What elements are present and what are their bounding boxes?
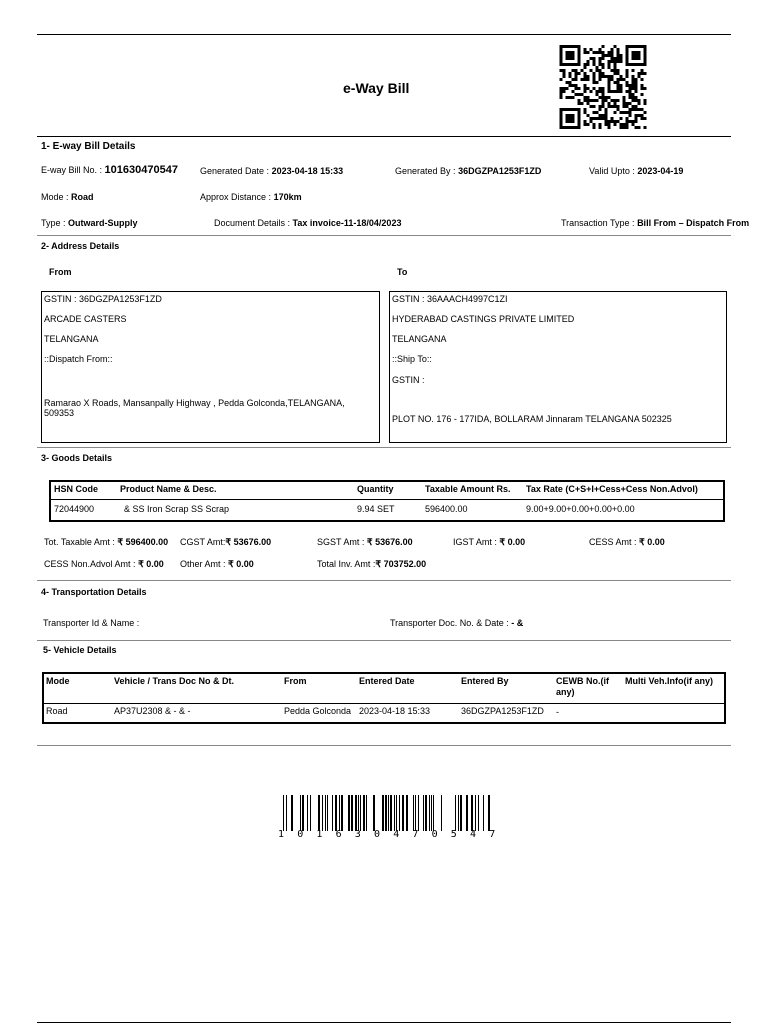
mode-value: Road bbox=[71, 192, 94, 202]
section-divider bbox=[37, 235, 731, 236]
barcode-digit: 4 bbox=[470, 829, 477, 840]
goods-header-taxrate: Tax Rate (C+S+I+Cess+Cess Non.Advol) bbox=[526, 484, 698, 494]
transaction-type-label: Transaction Type : bbox=[561, 218, 635, 228]
goods-cell-taxable: 596400.00 bbox=[425, 504, 468, 514]
goods-cell-product: & SS Iron Scrap SS Scrap bbox=[124, 504, 230, 514]
generated-date: 2023-04-18 15:33 bbox=[271, 166, 344, 176]
from-address-box bbox=[41, 291, 380, 443]
barcode-digit: 5 bbox=[450, 829, 457, 840]
goods-table bbox=[49, 480, 725, 522]
cess-nonadvol-label: CESS Non.Advol Amt : bbox=[44, 559, 136, 569]
barcode-digit: 0 bbox=[431, 829, 438, 840]
barcode-digit: 7 bbox=[412, 829, 419, 840]
barcode bbox=[277, 795, 491, 831]
vehicle-table-divider bbox=[44, 703, 724, 704]
qr-code bbox=[559, 45, 647, 129]
section-title-vehicle: 5- Vehicle Details bbox=[43, 645, 117, 655]
ewb-number-field bbox=[41, 164, 178, 176]
vehicle-header-multi: Multi Veh.Info(if any) bbox=[625, 676, 713, 686]
goods-header-product: Product Name & Desc. bbox=[120, 484, 217, 494]
vehicle-header-cewb: CEWB No.(if bbox=[556, 676, 609, 686]
vehicle-header-cewb-cont: any) bbox=[556, 687, 575, 697]
to-state: TELANGANA bbox=[392, 334, 447, 344]
to-gstin: GSTIN : 36AAACH4997C1ZI bbox=[392, 294, 508, 304]
transporter-id-label: Transporter Id & Name : bbox=[43, 618, 140, 628]
igst-value: ₹ 0.00 bbox=[499, 537, 526, 547]
type-label: Type : bbox=[41, 218, 66, 228]
generated-date-field bbox=[200, 166, 343, 176]
section-title-goods: 3- Goods Details bbox=[41, 453, 113, 463]
goods-header-hsn: HSN Code bbox=[54, 484, 99, 494]
generated-by-field bbox=[395, 166, 541, 176]
vehicle-cell-entered-by: 36DGZPA1253F1ZD bbox=[461, 706, 544, 716]
type-field bbox=[41, 218, 138, 228]
cgst-label: CGST Amt: bbox=[180, 537, 226, 547]
distance-field bbox=[200, 192, 302, 202]
ewb-number-label: E-way Bill No. : bbox=[41, 165, 103, 175]
other-amount-label: Other Amt : bbox=[180, 559, 226, 569]
barcode-digit: 0 bbox=[374, 829, 381, 840]
vehicle-cell-vehicle: AP37U2308 & - & - bbox=[114, 706, 191, 716]
total-invoice-field bbox=[317, 559, 426, 570]
transaction-type-field bbox=[561, 218, 749, 228]
to-gstin-secondary: GSTIN : bbox=[392, 375, 425, 385]
igst-label: IGST Amt : bbox=[453, 537, 497, 547]
section-divider bbox=[37, 745, 731, 746]
cess-nonadvol-value: ₹ 0.00 bbox=[138, 559, 164, 569]
barcode-digit: 6 bbox=[335, 829, 342, 840]
vehicle-table bbox=[42, 672, 726, 724]
generated-by-label: Generated By : bbox=[395, 166, 456, 176]
from-address-line1: Ramarao X Roads, Mansanpally Highway , Pedda Golconda,TELANGANA, bbox=[44, 398, 345, 408]
ewb-number: 101630470547 bbox=[104, 164, 178, 176]
transporter-doc-label: Transporter Doc. No. & Date : bbox=[390, 618, 509, 628]
goods-cell-hsn: 72044900 bbox=[54, 504, 95, 514]
goods-cell-quantity: 9.94 SET bbox=[357, 504, 395, 514]
from-gstin: GSTIN : 36DGZPA1253F1ZD bbox=[44, 294, 162, 304]
cess-field bbox=[589, 537, 665, 548]
total-invoice-label: Total Inv. Amt : bbox=[317, 559, 376, 569]
vehicle-cell-entered-date: 2023-04-18 15:33 bbox=[359, 706, 431, 716]
section-divider bbox=[37, 580, 731, 581]
barcode-digit: 7 bbox=[489, 829, 496, 840]
document-details-field bbox=[214, 218, 401, 228]
section-title-transportation: 4- Transportation Details bbox=[41, 587, 147, 597]
vehicle-header-from: From bbox=[284, 676, 307, 686]
valid-upto: 2023-04-19 bbox=[637, 166, 684, 176]
cess-label: CESS Amt : bbox=[589, 537, 637, 547]
goods-table-divider bbox=[51, 499, 723, 500]
mode-field bbox=[41, 192, 94, 202]
total-taxable-field bbox=[44, 537, 168, 548]
top-rule bbox=[37, 34, 731, 35]
distance-label: Approx Distance : bbox=[200, 192, 272, 202]
distance-value: 170km bbox=[273, 192, 302, 202]
barcode-digit: 1 bbox=[278, 829, 285, 840]
from-name: ARCADE CASTERS bbox=[44, 314, 127, 324]
transporter-doc-field bbox=[390, 618, 523, 628]
other-amount-value: ₹ 0.00 bbox=[228, 559, 254, 569]
barcode-digit: 1 bbox=[316, 829, 323, 840]
total-taxable-value: ₹ 596400.00 bbox=[117, 537, 169, 547]
valid-upto-label: Valid Upto : bbox=[589, 166, 635, 176]
header-rule bbox=[37, 136, 731, 137]
total-invoice-value: ₹ 703752.00 bbox=[375, 559, 427, 569]
sgst-value: ₹ 53676.00 bbox=[366, 537, 413, 547]
vehicle-cell-cewb: - bbox=[556, 707, 559, 717]
other-amount-field bbox=[180, 559, 254, 570]
generated-date-label: Generated Date : bbox=[200, 166, 270, 176]
section-title-ewb-details: 1- E-way Bill Details bbox=[41, 141, 136, 152]
type-value: Outward-Supply bbox=[68, 218, 138, 228]
document-details-value: Tax invoice-11-18/04/2023 bbox=[292, 218, 402, 228]
transporter-doc-value: - & bbox=[511, 618, 524, 628]
section-divider bbox=[37, 640, 731, 641]
dispatch-from-label: ::Dispatch From:: bbox=[44, 354, 113, 364]
document-details-label: Document Details : bbox=[214, 218, 291, 228]
vehicle-header-mode: Mode bbox=[46, 676, 70, 686]
cgst-field bbox=[180, 537, 271, 548]
bottom-rule bbox=[37, 1022, 731, 1023]
to-address: PLOT NO. 176 - 177IDA, BOLLARAM Jinnaram TELANGANA 502325 bbox=[392, 414, 672, 424]
sgst-label: SGST Amt : bbox=[317, 537, 365, 547]
cess-nonadvol-field bbox=[44, 559, 164, 570]
valid-upto-field bbox=[589, 166, 683, 176]
to-name: HYDERABAD CASTINGS PRIVATE LIMITED bbox=[392, 314, 575, 324]
to-address-box bbox=[389, 291, 727, 443]
ship-to-label: ::Ship To:: bbox=[392, 354, 432, 364]
from-address-line2: 509353 bbox=[44, 408, 75, 418]
igst-field bbox=[453, 537, 525, 548]
goods-cell-taxrate: 9.00+9.00+0.00+0.00+0.00 bbox=[526, 504, 635, 514]
vehicle-header-vehicle: Vehicle / Trans Doc No & Dt. bbox=[114, 676, 235, 686]
cgst-value: ₹ 53676.00 bbox=[225, 537, 272, 547]
vehicle-header-entered-by: Entered By bbox=[461, 676, 509, 686]
transaction-type-value: Bill From – Dispatch From bbox=[637, 218, 750, 228]
vehicle-cell-from: Pedda Golconda bbox=[284, 706, 352, 716]
total-taxable-label: Tot. Taxable Amt : bbox=[44, 537, 115, 547]
cess-value: ₹ 0.00 bbox=[639, 537, 665, 547]
barcode-digit: 0 bbox=[297, 829, 304, 840]
sgst-field bbox=[317, 537, 413, 548]
mode-label: Mode : bbox=[41, 192, 69, 202]
vehicle-cell-mode: Road bbox=[46, 706, 68, 716]
generated-by: 36DGZPA1253F1ZD bbox=[458, 166, 542, 176]
barcode-digit: 4 bbox=[393, 829, 400, 840]
to-label: To bbox=[397, 267, 408, 277]
from-label: From bbox=[49, 267, 72, 277]
section-divider bbox=[37, 447, 731, 448]
goods-header-taxable: Taxable Amount Rs. bbox=[425, 484, 511, 494]
section-title-address: 2- Address Details bbox=[41, 241, 120, 251]
vehicle-header-entered-date: Entered Date bbox=[359, 676, 415, 686]
page-title: e-Way Bill bbox=[343, 80, 410, 96]
from-state: TELANGANA bbox=[44, 334, 99, 344]
barcode-digit: 3 bbox=[354, 829, 361, 840]
goods-header-quantity: Quantity bbox=[357, 484, 394, 494]
